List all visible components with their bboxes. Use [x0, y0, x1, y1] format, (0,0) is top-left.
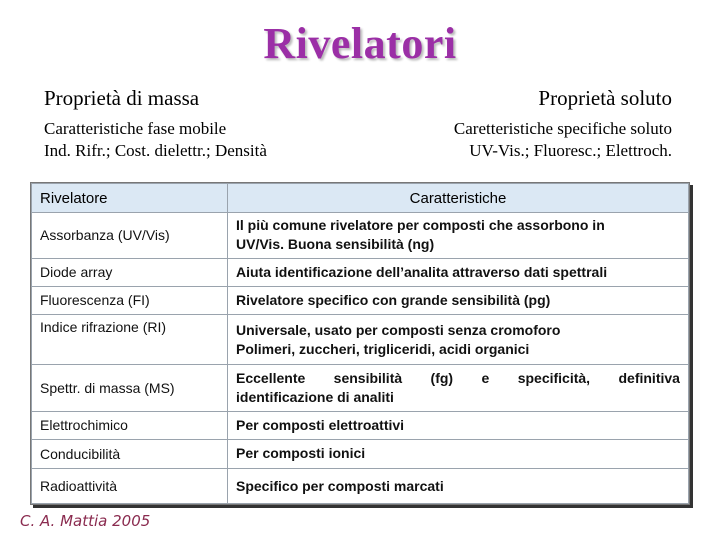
desc-word: sensibilità	[333, 370, 403, 387]
table-row	[32, 412, 689, 440]
table-row	[32, 213, 689, 259]
characteristics-cell: Aiuta identificazione dell’analita attraverso dati spettrali	[228, 258, 689, 286]
characteristics-cell: Per composti elettroattivi	[228, 412, 689, 440]
table-header-row	[32, 184, 689, 213]
detectors-table	[31, 183, 689, 504]
desc-word: specificità,	[517, 370, 591, 387]
characteristics-cell	[228, 213, 689, 259]
detector-cell: Elettrochimico	[32, 412, 228, 440]
table-row	[32, 365, 689, 412]
page-title: Rivelatori	[263, 19, 457, 68]
left-line-2: Ind. Rifr.; Cost. dielettr.; Densità	[44, 141, 267, 160]
characteristics-cell	[228, 365, 689, 412]
desc-line-2: identificazione di analiti	[236, 389, 394, 406]
characteristics-cell: Rivelatore specifico con grande sensibilità (pg)	[228, 286, 689, 315]
characteristics-cell: Specifico per composti marcati	[228, 469, 689, 504]
right-heading: Proprietà soluto	[538, 86, 672, 110]
detector-cell: Conducibilità	[32, 439, 228, 469]
desc-word: Eccellente	[236, 370, 306, 387]
footer-credit: C. A. Mattia 2005	[20, 512, 151, 530]
desc-line-1: Il più comune rivelatore per composti che assorbono in	[236, 217, 605, 234]
detector-cell: Assorbanza (UV/Vis)	[32, 213, 228, 259]
desc-line-2: UV/Vis. Buona sensibilità (ng)	[236, 236, 435, 253]
header-characteristics: Caratteristiche	[228, 184, 689, 213]
desc-word: (fg)	[430, 370, 454, 387]
desc-line-1	[236, 369, 680, 388]
detector-cell: Diode array	[32, 258, 228, 286]
right-line-2: UV-Vis.; Fluoresc.; Elettroch.	[469, 141, 672, 160]
table-row	[32, 258, 689, 286]
detectors-table-frame	[30, 182, 690, 505]
detector-cell: Spettr. di massa (MS)	[32, 365, 228, 412]
desc-line-2: Polimeri, zuccheri, trigliceridi, acidi organici	[236, 340, 530, 357]
left-line-1: Caratteristiche fase mobile	[44, 119, 227, 138]
desc-word: e	[481, 370, 490, 387]
table-row	[32, 286, 689, 315]
right-line-1: Caretteristiche specifiche soluto	[453, 119, 672, 138]
table-row	[32, 469, 689, 504]
detector-cell: Fluorescenza (FI)	[32, 286, 228, 315]
desc-word: definitiva	[618, 370, 680, 387]
characteristics-cell: Per composti ionici	[228, 439, 689, 469]
detector-cell: Radioattività	[32, 469, 228, 504]
table-row	[32, 315, 689, 365]
table-row	[32, 439, 689, 469]
left-subtext	[44, 118, 267, 162]
header-detector: Rivelatore	[32, 184, 228, 213]
desc-line-1: Universale, usato per composti senza cromoforo	[236, 321, 561, 338]
detector-cell: Indice rifrazione (RI)	[32, 315, 228, 365]
characteristics-cell	[228, 315, 689, 365]
right-subtext	[454, 118, 672, 162]
left-heading: Proprietà di massa	[44, 86, 200, 110]
